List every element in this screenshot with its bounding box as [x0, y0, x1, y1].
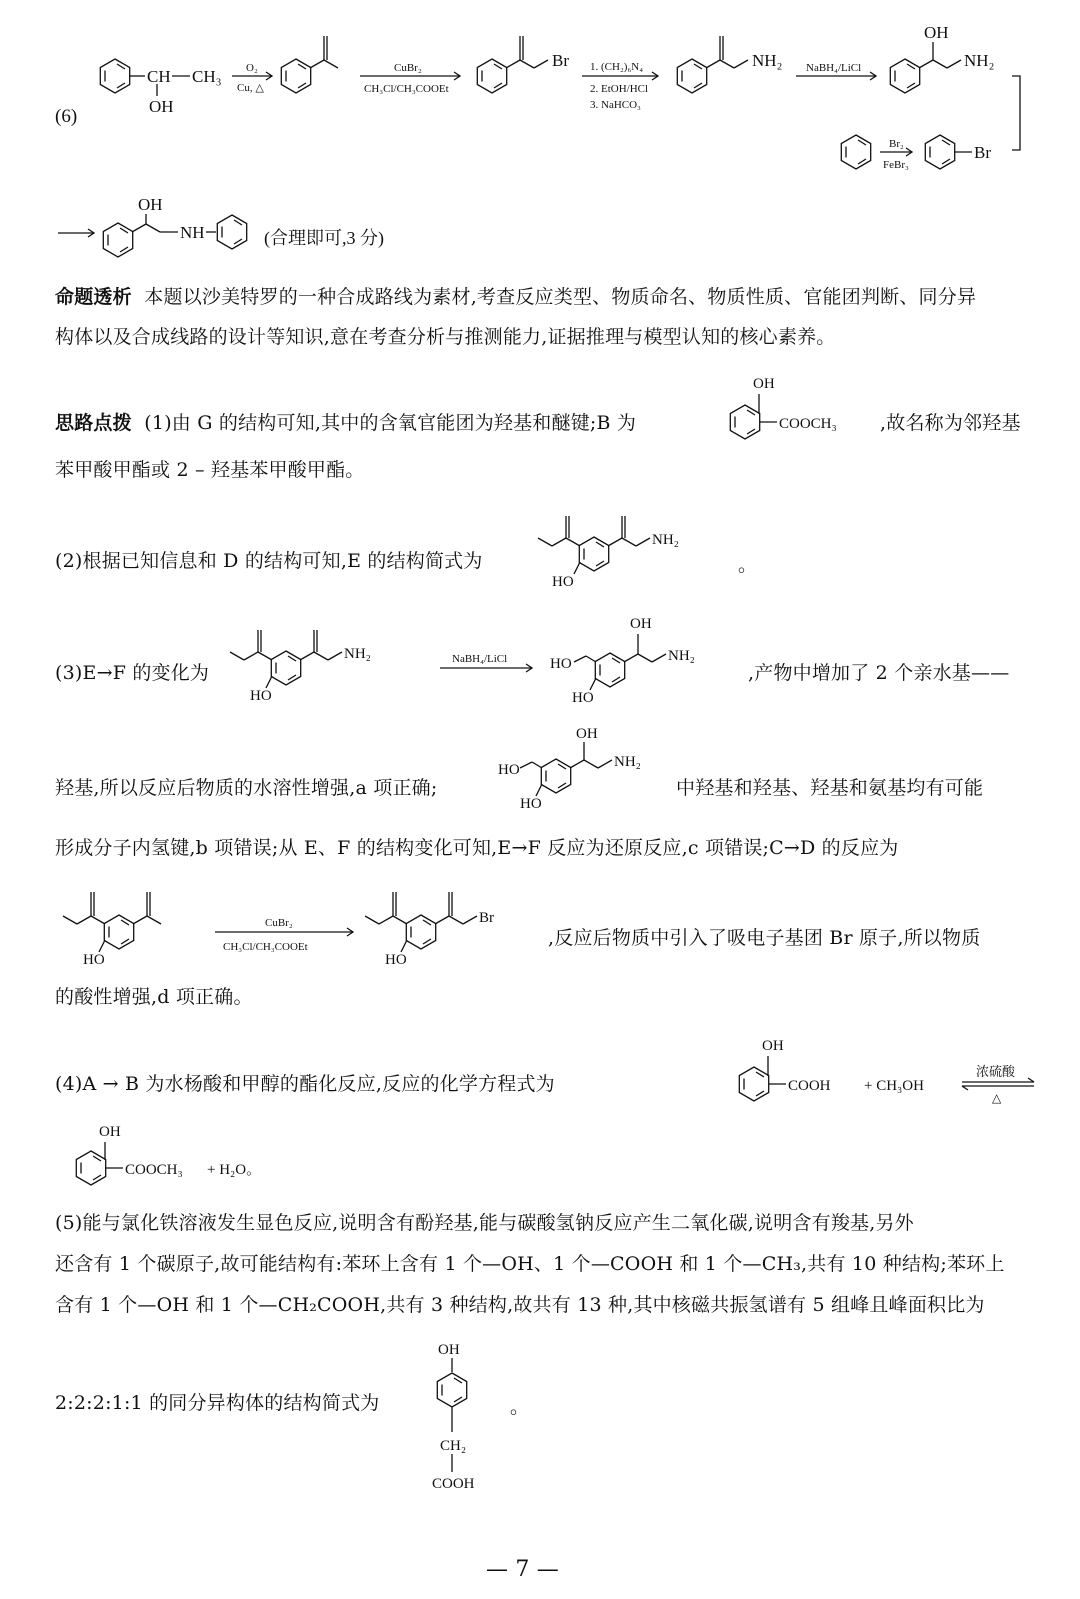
- hint-5-2: 还含有 1 个碳原子,故可能结构有:苯环上含有 1 个—OH、1 个—COOH 和 1 个—CH₃,共有 10 种结构;苯环上: [55, 1253, 1005, 1275]
- cooch3-label: COOCH₃: [779, 416, 837, 432]
- hint-3-a: (3)E→F 的变化为: [55, 662, 210, 684]
- benzene-ring: [100, 59, 129, 93]
- hint-5-4: 2:2:2:1:1 的同分异构体的结构简式为: [55, 1392, 380, 1414]
- hint-5-3: 含有 1 个—OH 和 1 个—CH₂COOH,共有 3 种结构,故共有 13 种,其中核磁共振氢谱有 5 组峰且峰面积比为: [55, 1294, 985, 1316]
- analysis-text-1: 本题以沙美特罗的一种合成路线为素材,考查反应类型、物质命名、物质性质、官能团判断、同分异: [144, 286, 977, 308]
- nh-label: NH: [180, 223, 205, 242]
- svg-text:OH: OH: [762, 1038, 784, 1054]
- ester-product: [55, 1116, 315, 1192]
- c-to-d-reaction: [55, 870, 555, 980]
- condition-3: 3. NaHCO₃: [590, 99, 641, 111]
- condition-1: 1. (CH₂)₆N₄: [590, 61, 644, 73]
- e-to-f-reaction: [220, 606, 760, 716]
- hint-3-d: 中羟基和羟基、羟基和氨基均有可能: [676, 777, 984, 799]
- compound-e-structure: [530, 496, 750, 596]
- svg-text:OH: OH: [753, 376, 775, 392]
- svg-text:NH₂: NH₂: [614, 754, 641, 770]
- oh-label: OH: [138, 195, 163, 214]
- hint-2-end: 。: [738, 554, 758, 576]
- svg-text:HO: HO: [550, 656, 572, 672]
- svg-text:OH: OH: [438, 1342, 460, 1358]
- svg-text:HO: HO: [552, 574, 574, 590]
- condition-nabh4: NaBH₄/LiCl: [806, 62, 862, 74]
- page-number: — 7 —: [486, 1557, 559, 1582]
- ch2-label: CH₂: [440, 1438, 467, 1454]
- nh2-label: NH₂: [752, 51, 783, 70]
- condition-2: 2. EtOH/HCl: [590, 83, 649, 95]
- hint-3-b: ,产物中增加了 2 个亲水基——: [748, 662, 1010, 684]
- svg-text:OH: OH: [99, 1124, 121, 1140]
- hint-5-end: 。: [510, 1396, 530, 1418]
- svg-text:COOCH₃: COOCH₃: [125, 1162, 183, 1178]
- hint-3-f: ,反应后物质中引入了吸电子基团 Br 原子,所以物质: [548, 927, 981, 949]
- svg-text:OH: OH: [576, 726, 598, 742]
- analysis-label: 命题透析: [55, 286, 132, 308]
- svg-text:HO: HO: [83, 952, 105, 968]
- esterification-equation: [718, 1026, 1058, 1112]
- oh-label: OH: [924, 23, 949, 42]
- hint-1-c: 苯甲酸甲酯或 2 – 羟基苯甲酸甲酯。: [55, 459, 365, 481]
- hint-1-line: [55, 410, 636, 437]
- plus-water: + H₂O。: [207, 1162, 262, 1178]
- analysis-line-2: 构体以及合成线路的设计等知识,意在考查分析与推测能力,证据推理与模型认知的核心素养。: [55, 326, 836, 348]
- hint-1-text: (1)由 G 的结构可知,其中的含氧官能团为羟基和醚键;B 为: [144, 412, 637, 434]
- svg-text:HO: HO: [572, 690, 594, 706]
- svg-text:HO: HO: [250, 688, 272, 704]
- svg-text:NaBH₄/LiCl: NaBH₄/LiCl: [452, 653, 508, 665]
- ch-label: CH: [147, 67, 171, 86]
- condition-cubr2: CuBr₂: [394, 62, 422, 74]
- svg-text:CH₃Cl/CH₃COOEt: CH₃Cl/CH₃COOEt: [223, 941, 308, 953]
- hint-2-text: (2)根据已知信息和 D 的结构可知,E 的结构简式为: [55, 550, 483, 572]
- bracket: [1012, 76, 1020, 150]
- hint-3-g: 的酸性增强,d 项正确。: [55, 986, 253, 1008]
- plus-methanol: + CH₃OH: [864, 1078, 924, 1094]
- hints-label: 思路点拨: [55, 412, 132, 434]
- synthesis-route-6: [0, 0, 1080, 280]
- condition-br2: Br₂: [889, 138, 904, 150]
- svg-text:HO: HO: [498, 762, 520, 778]
- condition-heat: △: [992, 1091, 1002, 1105]
- compound-f-structure: [490, 720, 690, 820]
- condition-cu: Cu, △: [237, 82, 264, 94]
- part6-label: (6): [55, 106, 78, 127]
- br-label: Br: [974, 143, 991, 162]
- svg-text:NH₂: NH₂: [668, 648, 695, 664]
- condition-febr3: FeBr₃: [883, 159, 909, 171]
- condition-o2: O₂: [246, 62, 258, 74]
- condition-solvent: CH₃Cl/CH₃COOEt: [364, 83, 449, 95]
- condition-h2so4: 浓硫酸: [976, 1064, 1016, 1079]
- oh-label: OH: [149, 97, 174, 116]
- hint-4-a: (4)A → B 为水杨酸和甲醇的酯化反应,反应的化学方程式为: [55, 1073, 555, 1095]
- svg-text:COOH: COOH: [432, 1476, 475, 1492]
- svg-text:NH₂: NH₂: [344, 646, 371, 662]
- nh2-label: NH₂: [964, 51, 995, 70]
- cooh-label: COOH: [788, 1078, 831, 1094]
- methyl-salicylate-structure: [715, 364, 905, 444]
- svg-text:HO: HO: [520, 796, 542, 812]
- final-note: (合理即可,3 分): [264, 228, 384, 248]
- analysis-line-1: [55, 284, 976, 311]
- svg-text:OH: OH: [630, 616, 652, 632]
- svg-text:Br: Br: [479, 910, 494, 926]
- ch3-label: CH₃: [192, 67, 222, 86]
- svg-text:HO: HO: [385, 952, 407, 968]
- hint-3-c: 羟基,所以反应后物质的水溶性增强,a 项正确;: [55, 777, 438, 799]
- br-label: Br: [552, 51, 569, 70]
- svg-text:NH₂: NH₂: [652, 532, 679, 548]
- isomer-structure: [420, 1336, 540, 1516]
- hint-1-b: ,故名称为邻羟基: [880, 412, 1021, 434]
- hint-3-e: 形成分子内氢键,b 项错误;从 E、F 的结构变化可知,E→F 反应为还原反应,c 项错误;C→D 的反应为: [55, 837, 899, 859]
- svg-text:CuBr₂: CuBr₂: [265, 917, 293, 929]
- hint-5-1: (5)能与氯化铁溶液发生显色反应,说明含有酚羟基,能与碳酸氢钠反应产生二氧化碳,说明含有羧基,另外: [55, 1212, 914, 1234]
